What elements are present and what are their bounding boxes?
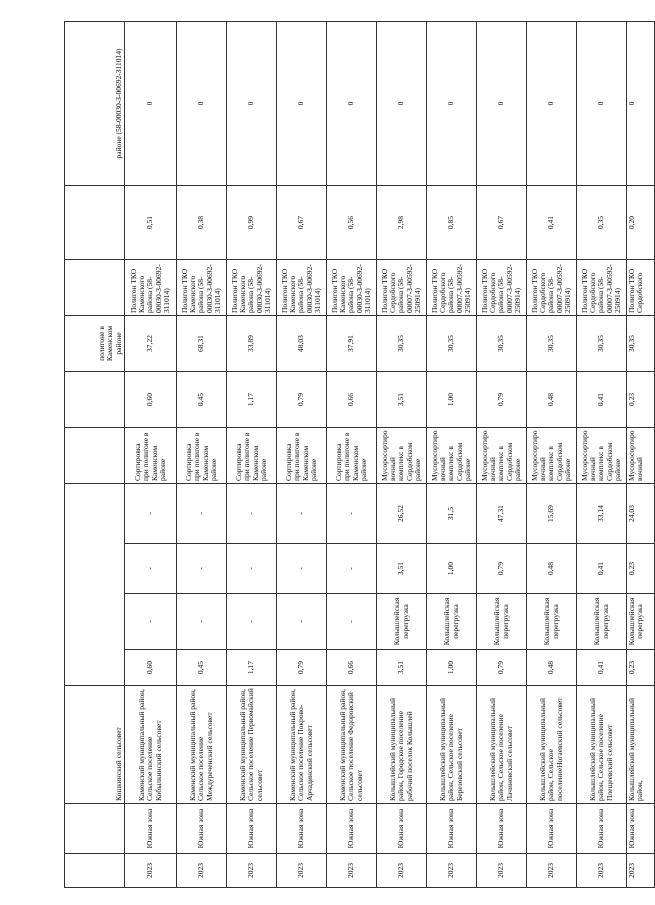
table-cell: 0,79 xyxy=(477,372,527,428)
table-cell: 0,41 xyxy=(577,372,627,428)
table-cell: 2023 xyxy=(327,854,377,888)
table-cell: 0,41 xyxy=(577,650,627,686)
table-cell: Колышлейский муниципальный район, xyxy=(627,686,655,804)
table-cell: - xyxy=(177,594,227,650)
table-cell: Полигон ТКО Сердобского района (58-00007-З-00592-250914) xyxy=(427,260,477,316)
table-cell: 0,67 xyxy=(477,186,527,260)
table-row xyxy=(377,22,427,888)
table-cell: 0,41 xyxy=(577,544,627,594)
table-cell: - xyxy=(125,544,177,594)
table-cell xyxy=(65,804,125,854)
table-row xyxy=(65,22,125,888)
table-cell: Сортировка при полигоне в Каменском районе xyxy=(277,428,327,484)
table-cell: 0,35 xyxy=(577,186,627,260)
table-cell: 2023 xyxy=(427,854,477,888)
table-cell: 0,51 xyxy=(125,186,177,260)
table-row xyxy=(577,22,627,888)
table-cell: Южная зона xyxy=(627,804,655,854)
table-cell: 0,60 xyxy=(125,650,177,686)
table-cell: Полигон ТКО Сердобского района (58-00007-З-00592-250914) xyxy=(527,260,577,316)
table-cell: Сортировка при полигоне в Каменском районе xyxy=(327,428,377,484)
table-cell xyxy=(65,854,125,888)
table-cell: 2023 xyxy=(177,854,227,888)
table-row xyxy=(427,22,477,888)
table-cell: 0,79 xyxy=(477,650,527,686)
table-cell: Мусоросортировочный комплекс в Сердобском районе xyxy=(577,428,627,484)
table-cell: Мусоросортировочный комплекс в Сердобском районе xyxy=(377,428,427,484)
table-cell: 0,56 xyxy=(327,186,377,260)
table-cell: Мусоросортировочный комплекс в Сердобском районе xyxy=(427,428,477,484)
table-cell: 15,69 xyxy=(527,484,577,544)
table-cell: Колышлейская перегрузка xyxy=(527,594,577,650)
table-cell: 48,03 xyxy=(277,316,327,372)
table-cell: Колышлейский муниципальный район, Сельское поселение Плещеевский сельсовет xyxy=(577,686,627,804)
table-cell: - xyxy=(327,484,377,544)
table-cell: 0 xyxy=(177,22,227,186)
table-cell: Каменский муниципальный район, Сельское поселение Первомайский сельсовет xyxy=(227,686,277,804)
table-cell: 47,31 xyxy=(477,484,527,544)
waste-flow-table xyxy=(64,21,655,888)
table-cell: 33,89 xyxy=(227,316,277,372)
table-cell: Колышлейский муниципальный район, Сельское поселение Лачиновский сельсовет xyxy=(477,686,527,804)
table-cell: 0 xyxy=(577,22,627,186)
table-cell: 0,38 xyxy=(177,186,227,260)
table-cell: - xyxy=(327,594,377,650)
table-cell: 30,35 xyxy=(577,316,627,372)
table-cell xyxy=(65,372,125,428)
table-cell: 2023 xyxy=(125,854,177,888)
table-cell: Мусоросортировочный комплекс в Сердобском районе xyxy=(477,428,527,484)
table-cell: 0 xyxy=(227,22,277,186)
table-cell: - xyxy=(327,544,377,594)
table-cell: 0,79 xyxy=(477,544,527,594)
table-cell: Южная зона xyxy=(277,804,327,854)
table-cell: 0,85 xyxy=(427,186,477,260)
table-cell: 0,20 xyxy=(627,186,655,260)
table-cell: - xyxy=(227,484,277,544)
table-cell: 30,35 xyxy=(527,316,577,372)
table-cell xyxy=(65,428,125,484)
table-cell: Полигон ТКО Сердобского xyxy=(627,260,655,316)
table-cell: 0,45 xyxy=(177,650,227,686)
table-row xyxy=(627,22,655,888)
table-cell: 24,03 xyxy=(627,484,655,544)
table-cell: 3,51 xyxy=(377,372,427,428)
table-cell: полигоне в Каменском районе xyxy=(65,316,125,372)
table-cell: 1,00 xyxy=(427,650,477,686)
table-cell: Каменский муниципальный район, Сельское поселение Покрово-Арчадинский сельсовет xyxy=(277,686,327,804)
table-cell: Полигон ТКО Каменского района (58-00030-З-00692-311014) xyxy=(125,260,177,316)
table-cell: Сортировка при полигоне в Каменском районе xyxy=(125,428,177,484)
table-row xyxy=(177,22,227,888)
table-row xyxy=(527,22,577,888)
table-cell: Южная зона xyxy=(177,804,227,854)
table-cell: 0,45 xyxy=(177,372,227,428)
table-cell: - xyxy=(277,544,327,594)
table-cell: Южная зона xyxy=(577,804,627,854)
table-cell: районе (58-00030-З-00692-311014) xyxy=(65,22,125,186)
table-cell: Сортировка при полигоне в Каменском районе xyxy=(177,428,227,484)
table-cell: - xyxy=(125,594,177,650)
table-row xyxy=(277,22,327,888)
table-row xyxy=(327,22,377,888)
table-cell: 0,99 xyxy=(227,186,277,260)
table-cell: 26,52 xyxy=(377,484,427,544)
table-cell: Колышлейская перегрузка xyxy=(377,594,427,650)
table-cell: 2023 xyxy=(377,854,427,888)
table-cell: 1,17 xyxy=(227,650,277,686)
table-cell: 0,79 xyxy=(277,650,327,686)
table-cell: Полигон ТКО Каменского района (58-00030-З-00692-311014) xyxy=(177,260,227,316)
table-row xyxy=(125,22,177,888)
table-cell: Сортировка при полигоне в Каменском районе xyxy=(227,428,277,484)
table-cell: Мусоросортировочный xyxy=(627,428,655,484)
table-cell: 0,48 xyxy=(527,544,577,594)
table-cell: 0 xyxy=(477,22,527,186)
table-cell: Колышлейский муниципальный район, Городское поселение рабочий поселок Колышлей xyxy=(377,686,427,804)
table-cell: Каменский муниципальный район, Сельское поселение Междуреченский сельсовет xyxy=(177,686,227,804)
table-cell: 3,51 xyxy=(377,650,427,686)
table-cell: 0,67 xyxy=(277,186,327,260)
table-cell: Южная зона xyxy=(527,804,577,854)
table-cell: Полигон ТКО Каменского района (58-00030-З-00692-311014) xyxy=(227,260,277,316)
table-cell: Полигон ТКО Сердобского района (58-00007-З-00592-250914) xyxy=(577,260,627,316)
table-cell: 30,35 xyxy=(377,316,427,372)
table-cell: 0,48 xyxy=(527,372,577,428)
table-cell: Полигон ТКО Каменского района (58-00030-З-00692-311014) xyxy=(277,260,327,316)
table-cell: Колышлейская перегрузка xyxy=(577,594,627,650)
table-cell: 0 xyxy=(627,22,655,186)
table-cell: 0 xyxy=(527,22,577,186)
table-cell: 31,5 xyxy=(427,484,477,544)
table-cell: 0,23 xyxy=(627,372,655,428)
table-cell: 33,14 xyxy=(577,484,627,544)
table-cell: 2023 xyxy=(627,854,655,888)
table-cell: Колышлейский муниципальный район, Сельское поселениеНогаевский сельсовет xyxy=(527,686,577,804)
table-cell: Кошкинский сельсовет xyxy=(65,686,125,804)
table-cell: - xyxy=(227,544,277,594)
table-cell: - xyxy=(277,484,327,544)
table-cell: 0,48 xyxy=(527,650,577,686)
table-cell: Колышлейская перегрузка xyxy=(627,594,655,650)
table-cell: 2023 xyxy=(277,854,327,888)
table-cell: 30,35 xyxy=(477,316,527,372)
table-cell: - xyxy=(277,594,327,650)
table-row xyxy=(227,22,277,888)
table-cell: Полигон ТКО Сердобского района (58-00007-З-00592-250914) xyxy=(377,260,427,316)
table-cell: 1,17 xyxy=(227,372,277,428)
table-cell: 0,66 xyxy=(327,650,377,686)
table-cell: Южная зона xyxy=(477,804,527,854)
rotated-table-wrapper xyxy=(64,22,645,888)
table-cell: 68,31 xyxy=(177,316,227,372)
table-cell: 2023 xyxy=(477,854,527,888)
table-cell: 30,35 xyxy=(427,316,477,372)
table-cell: Мусоросортировочный комплекс в Сердобском районе xyxy=(527,428,577,484)
table-cell: 1,00 xyxy=(427,372,477,428)
table-cell: Южная зона xyxy=(377,804,427,854)
table-cell: 0,41 xyxy=(527,186,577,260)
table-cell: 1,00 xyxy=(427,544,477,594)
table-cell: 37,91 xyxy=(327,316,377,372)
table-cell: Южная зона xyxy=(227,804,277,854)
table-cell: 0,66 xyxy=(327,372,377,428)
table-cell: 2023 xyxy=(527,854,577,888)
table-cell: 0 xyxy=(277,22,327,186)
table-cell: Колышлейский муниципальный район, Сельское поселение Березовский сельсовет xyxy=(427,686,477,804)
table-cell: 2023 xyxy=(577,854,627,888)
table-cell xyxy=(65,186,125,260)
table-cell: 3,51 xyxy=(377,544,427,594)
table-cell: Полигон ТКО Каменского района (58-00030-З-00692-311014) xyxy=(327,260,377,316)
table-cell: 0,23 xyxy=(627,544,655,594)
table-cell: Южная зона xyxy=(125,804,177,854)
table-cell: 0 xyxy=(125,22,177,186)
table-cell: 2023 xyxy=(227,854,277,888)
table-cell: - xyxy=(125,484,177,544)
table-cell: Каменский муниципальный район, Сельское поселение Кобылкинский сельсовет xyxy=(125,686,177,804)
table-cell: 37,22 xyxy=(125,316,177,372)
table-cell xyxy=(65,484,125,686)
table-cell: Южная зона xyxy=(327,804,377,854)
table-cell: 0 xyxy=(427,22,477,186)
table-cell: 0,60 xyxy=(125,372,177,428)
table-cell: - xyxy=(177,544,227,594)
table-cell: 0,79 xyxy=(277,372,327,428)
table-cell: - xyxy=(177,484,227,544)
table-cell: 0,23 xyxy=(627,650,655,686)
table-cell: 30,35 xyxy=(627,316,655,372)
table-cell: 0 xyxy=(327,22,377,186)
table-cell: Южная зона xyxy=(427,804,477,854)
table-cell: Колышлейская перегрузка xyxy=(477,594,527,650)
table-cell: Колышлейская перегрузка xyxy=(427,594,477,650)
table-cell: 2,98 xyxy=(377,186,427,260)
table-cell xyxy=(65,260,125,316)
table-row xyxy=(477,22,527,888)
table-cell: Полигон ТКО Сердобского района (58-00007-З-00592-250914) xyxy=(477,260,527,316)
table-cell: - xyxy=(227,594,277,650)
table-cell: 0 xyxy=(377,22,427,186)
table-cell: Каменский муниципальный район, Сельское поселение Федоровский сельсовет xyxy=(327,686,377,804)
